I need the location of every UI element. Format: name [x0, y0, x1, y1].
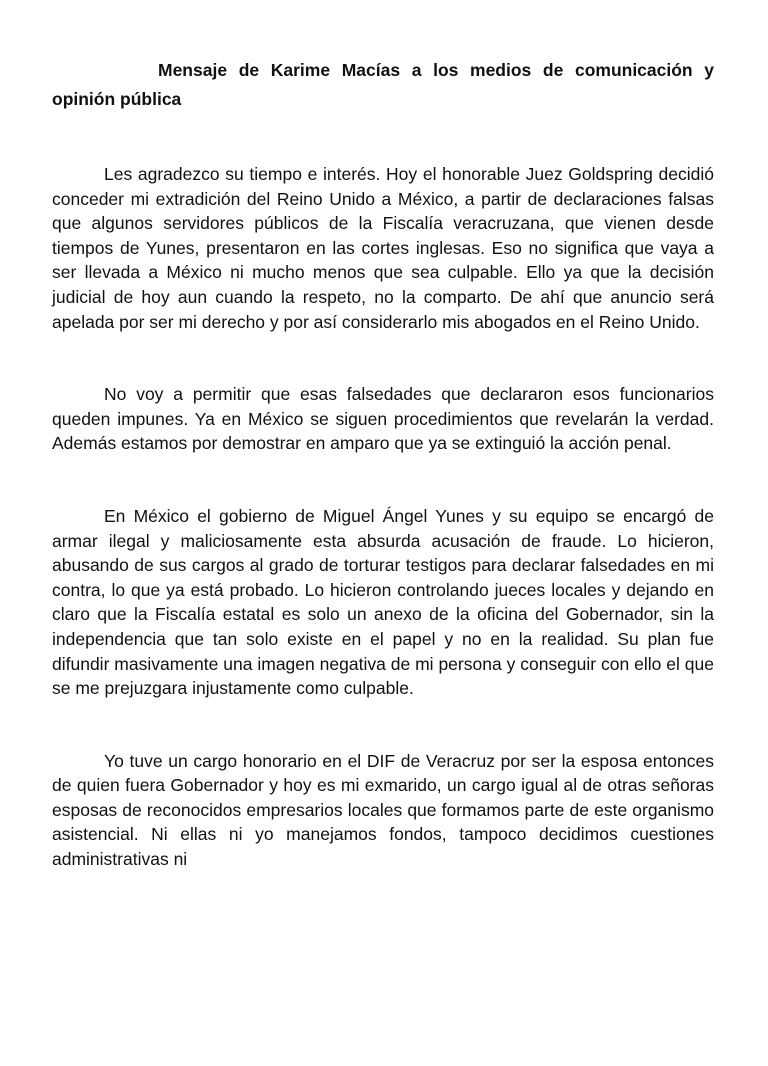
paragraph-2: No voy a permitir que esas falsedades que declararon esos funcionarios queden impunes. Ya en México se siguen procedimientos que revelarán la verdad. Además estamos por demostrar en amparo que ya se extinguió la acción penal. — [52, 384, 714, 454]
paragraph-1: Les agradezco su tiempo e interés. Hoy el honorable Juez Goldspring decidió conceder mi extradición del Reino Unido a México, a partir de declaraciones falsas que algunos servidores públicos de la Fiscalía veracruzana, que vienen desde tiempos de Yunes, presentaron en las cortes inglesas. Eso no significa que vaya a ser llevada a México ni mucho menos que sea culpable. Ello ya que la decisión judicial de hoy aun cuando la respeto, no la comparto. De ahí que anuncio será apelada por ser mi derecho y por así considerarlo mis abogados en el Reino Unido. — [52, 164, 714, 332]
paragraph-4: Yo tuve un cargo honorario en el DIF de Veracruz por ser la esposa entonces de quien fuera Gobernador y hoy es mi exmarido, un cargo igual al de otras señoras esposas de reconocidos empresarios locales que formamos parte de este organismo asistencial. Ni ellas ni yo manejamos fondos, tampoco decidimos cuestiones administrativas ni — [52, 750, 714, 870]
document-title: Mensaje de Karime Macías a los medios de comunicación y opinión pública — [52, 60, 714, 109]
document-page — [52, 56, 714, 872]
paragraph-3: En México el gobierno de Miguel Ángel Yunes y su equipo se encargó de armar ilegal y maliciosamente esta absurda acusación de fraude. Lo hicieron, abusando de sus cargos al grado de torturar testigos para declarar falsedades en mi contra, lo que ya está probado. Lo hicieron controlando jueces locales y dejando en claro que la Fiscalía estatal es solo un anexo de la oficina del Gobernador, sin la independencia que tan solo existe en el papel y no en la realidad. Su plan fue difundir masivamente una imagen negativa de mi persona y conseguir con ello el que se me prejuzgara injustamente como culpable. — [52, 505, 714, 699]
